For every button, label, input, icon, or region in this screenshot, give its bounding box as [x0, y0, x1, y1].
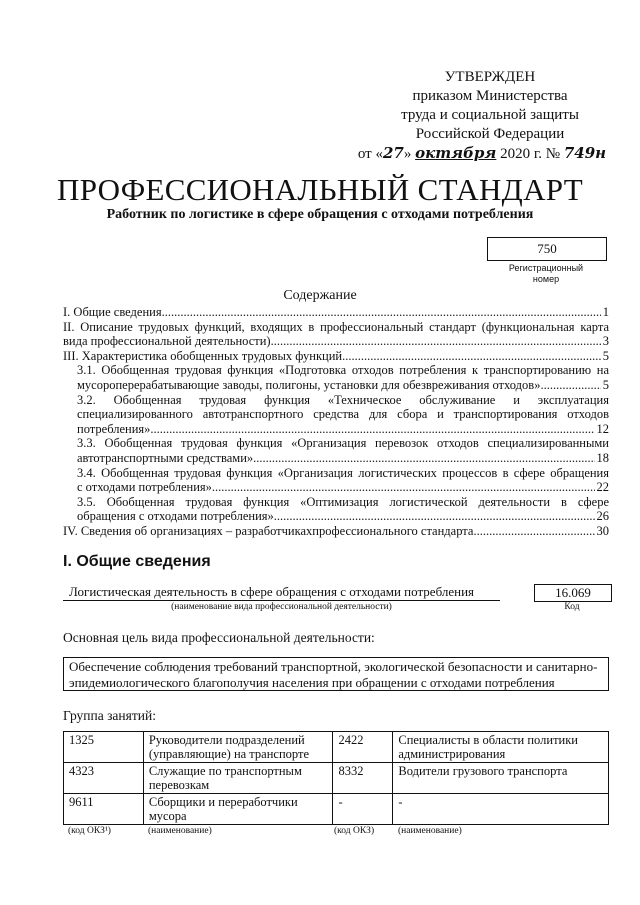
occupation-name-cell: Руководители подразделений (управляющие) на транспорте: [143, 732, 333, 763]
approval-date-line: от «27» октября 2020 г. № 749н: [357, 144, 607, 162]
approval-line: приказом Министерства: [412, 88, 568, 104]
name-caption: (наименование): [148, 826, 212, 836]
okz-code-cell: 9611: [64, 794, 144, 825]
goal-label: Основная цель вида профессиональной деятельности:: [63, 630, 375, 645]
activity-name: Логистическая деятельность в сфере обращения с отходами потребления: [63, 584, 500, 601]
occupation-name-cell: -: [393, 794, 609, 825]
toc-item[interactable]: 3.2. Обобщенная трудовая функция «Техническое обслуживание и эксплуатация специализированного автотранспортного средства для сбора и транспортирования отходов потребления» ..... 12: [63, 393, 609, 437]
table-row: [64, 732, 609, 763]
name-caption: (наименование): [398, 826, 462, 836]
occupation-name-cell: Служащие по транспортным перевозкам: [143, 763, 333, 794]
okz-code-caption: (код ОКЗ¹): [68, 826, 111, 836]
occupation-table: [63, 731, 609, 825]
occupation-name-cell: Сборщики и переработчики мусора: [143, 794, 333, 825]
table-row: [64, 794, 609, 825]
okz-code-cell: 8332: [333, 763, 393, 794]
table-of-contents: [63, 305, 609, 539]
approval-title: УТВЕРЖДЕН: [444, 69, 536, 85]
handwritten-month: октября: [415, 144, 497, 162]
handwritten-order-number: 749н: [563, 144, 607, 162]
okz-code-cell: 4323: [64, 763, 144, 794]
document-title: ПРОФЕССИОНАЛЬНЫЙ СТАНДАРТ: [57, 172, 583, 207]
activity-code-caption: Код: [564, 602, 580, 612]
okz-code-cell: 2422: [333, 732, 393, 763]
activity-caption: (наименование вида профессиональной деятельности): [171, 602, 392, 612]
toc-item[interactable]: 3.3. Обобщенная трудовая функция «Организация перевозок отходов специализированными автотранспортными средствами» ..... 18: [63, 436, 609, 465]
toc-heading: Содержание: [283, 288, 357, 303]
occupation-name-cell: Специалисты в области политики администрирования: [393, 732, 609, 763]
toc-item[interactable]: IV. Сведения об организациях – разработчикахпрофессионального стандарта ..... 30: [63, 524, 609, 539]
approval-line: Российской Федерации: [415, 126, 565, 142]
occupation-name-cell: Водители грузового транспорта: [393, 763, 609, 794]
handwritten-day: 27: [382, 144, 404, 162]
toc-item[interactable]: III. Характеристика обобщенных трудовых функций ..... 5: [63, 349, 609, 364]
activity-code-box: 16.069: [534, 584, 612, 602]
okz-code-caption: (код ОКЗ): [334, 826, 375, 836]
registration-number-box: 750: [487, 237, 607, 261]
toc-item[interactable]: 3.1. Обобщенная трудовая функция «Подготовка отходов потребления к транспортированию на мусороперерабатывающие заводы, полигоны, установки для обезвреживания отходов» ..... 5: [63, 363, 609, 392]
okz-code-cell: -: [333, 794, 393, 825]
registration-label: Регистрационный номер: [508, 263, 584, 284]
toc-item[interactable]: 3.5. Обобщенная трудовая функция «Оптимизация логистической деятельности в сфере обращения с отходами потребления» ..... 26: [63, 495, 609, 524]
toc-item[interactable]: II. Описание трудовых функций, входящих в профессиональный стандарт (функциональная карта вида профессиональной деятельности) ..... 3: [63, 320, 609, 349]
approval-line: труда и социальной защиты: [401, 107, 579, 123]
occupation-group-label: Группа занятий:: [63, 708, 156, 723]
section-heading: I. Общие сведения: [63, 553, 211, 570]
okz-code-cell: 1325: [64, 732, 144, 763]
goal-box: Обеспечение соблюдения требований транспортной, экологической безопасности и санитарно-эпидемиологического благополучия населения при обращении с отходами потребления: [63, 657, 609, 691]
toc-item[interactable]: I. Общие сведения ..... 1: [63, 305, 609, 320]
table-row: [64, 763, 609, 794]
toc-item[interactable]: 3.4. Обобщенная трудовая функция «Организация логистических процессов в сфере обращения с отходами потребления» ..... 22: [63, 466, 609, 495]
document-subtitle: Работник по логистике в сфере обращения с отходами потребления: [106, 207, 534, 222]
